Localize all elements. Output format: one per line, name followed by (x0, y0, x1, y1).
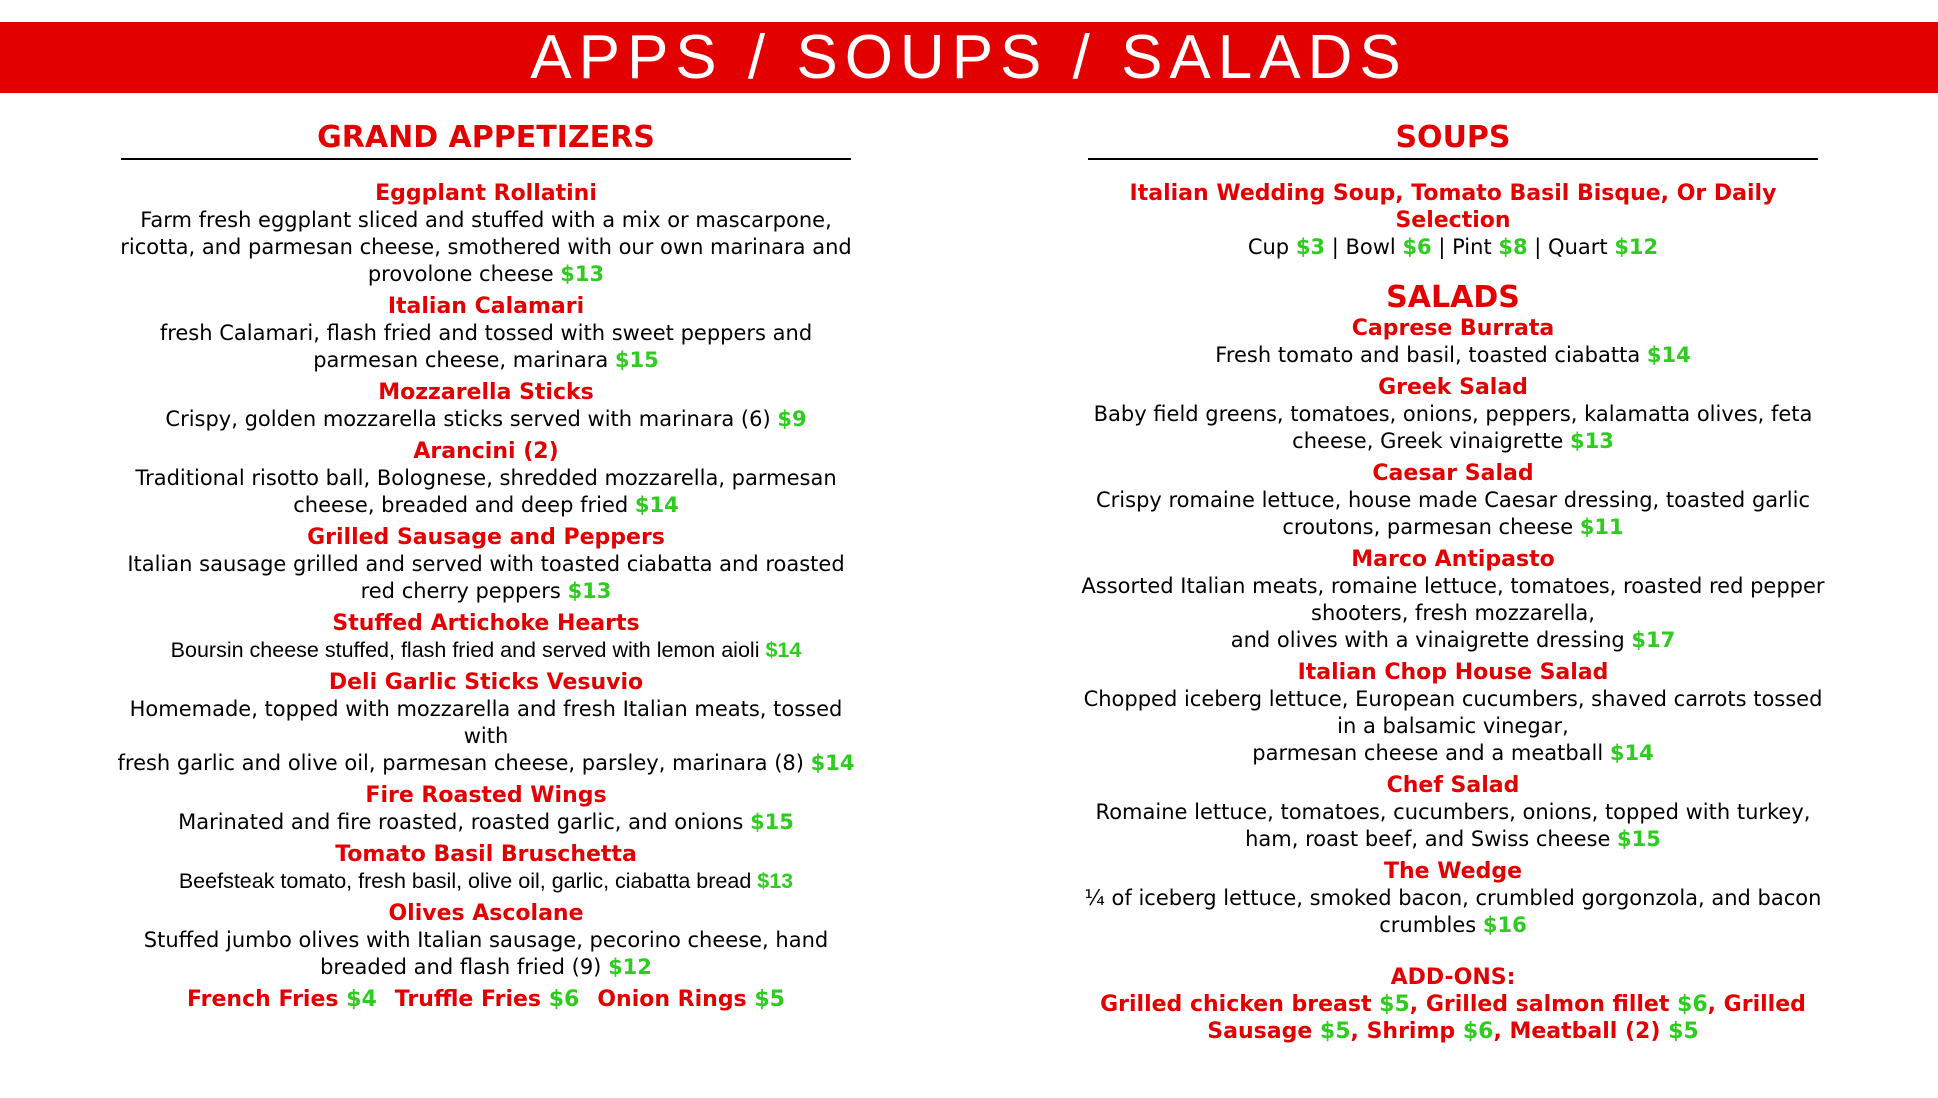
menu-item-description (108, 406, 864, 433)
description-line: and olives with a vinaigrette dressing $17 (1230, 628, 1676, 652)
addon-name: Grilled chicken breast (1100, 992, 1380, 1017)
menu-item (1047, 659, 1859, 767)
price: $13 (567, 579, 612, 603)
menu-item-description (1047, 342, 1859, 369)
description-line: provolone cheese $13 (367, 262, 605, 286)
price: $17 (1631, 628, 1676, 652)
menu-item-description (108, 207, 864, 288)
menu-item-description (1047, 401, 1859, 455)
sides-line (108, 986, 864, 1013)
menu-item-name: Stuffed Artichoke Hearts (332, 611, 640, 636)
menu-item-name: Eggplant Rollatini (375, 181, 597, 206)
price: $5 (754, 987, 785, 1012)
menu-item-name: Italian Chop House Salad (1297, 660, 1609, 685)
menu-item-description (108, 320, 864, 374)
menu-item-name: Tomato Basil Bruschetta (335, 842, 637, 867)
description-line: Crispy, golden mozzarella sticks served with marinara (6) $9 (165, 407, 807, 431)
menu-item (1047, 858, 1859, 939)
price: $5 (1379, 992, 1410, 1017)
salads-list (1047, 315, 1859, 939)
price: $14 (1646, 343, 1691, 367)
description-line: shooters, fresh mozzarella, (1311, 601, 1595, 625)
price: $8 (1498, 235, 1528, 259)
description-line: Crispy romaine lettuce, house made Caesar dressing, toasted garlic (1096, 488, 1810, 512)
price: $13 (560, 262, 605, 286)
menu-item-description (1047, 573, 1859, 654)
description-line: fresh garlic and olive oil, parmesan cheese, parsley, marinara (8) $14 (117, 751, 855, 775)
menu-item (108, 900, 864, 981)
menu-item-name: Chef Salad (1386, 773, 1520, 798)
menu-item (108, 293, 864, 374)
size-label: Cup (1247, 235, 1296, 259)
menu-item-description (1047, 686, 1859, 767)
price: $11 (1579, 515, 1624, 539)
menu-item-name: Greek Salad (1378, 375, 1528, 400)
description-line: Farm fresh eggplant sliced and stuffed with a mix or mascarpone, (140, 208, 832, 232)
price: $5 (1319, 1019, 1351, 1044)
addons-title: ADD-ONS: (1390, 965, 1516, 990)
menu-item (108, 782, 864, 836)
description-line: ham, roast beef, and Swiss cheese $15 (1245, 827, 1661, 851)
description-line: Assorted Italian meats, romaine lettuce, tomatoes, roasted red pepper (1081, 574, 1825, 598)
description-line: Baby field greens, tomatoes, onions, peppers, kalamatta olives, feta (1093, 402, 1813, 426)
salads-title: SALADS (1386, 280, 1520, 315)
description-line: Stuffed jumbo olives with Italian sausage, pecorino cheese, hand (143, 928, 829, 952)
soup-name: Italian Wedding Soup, Tomato Basil Bisque, Or Daily Selection (1129, 181, 1777, 233)
menu-item-description (108, 637, 864, 664)
menu-item (1047, 772, 1859, 853)
price: $5 (1668, 1019, 1699, 1044)
menu-item-name: Caprese Burrata (1351, 316, 1555, 341)
description-line: parmesan cheese and a meatball $14 (1252, 741, 1654, 765)
page-title: APPS / SOUPS / SALADS (530, 23, 1408, 92)
price: $15 (614, 348, 659, 372)
price: $3 (1295, 235, 1326, 259)
description-line: Fresh tomato and basil, toasted ciabatta $14 (1215, 343, 1691, 367)
page-banner (0, 22, 1938, 93)
description-line: in a balsamic vinegar, (1337, 714, 1569, 738)
menu-item-description (108, 551, 864, 605)
description-line: cheese, Greek vinaigrette $13 (1292, 429, 1614, 453)
addon-name: Meatball (2) (1509, 1019, 1669, 1044)
addon-name: Shrimp (1366, 1019, 1463, 1044)
menu-item-name: Marco Antipasto (1351, 547, 1555, 572)
menu-item-name: Grilled Sausage and Peppers (307, 525, 665, 550)
description-line: croutons, parmesan cheese $11 (1282, 515, 1624, 539)
menu-item-name: Mozzarella Sticks (378, 380, 594, 405)
menu-item (1047, 374, 1859, 455)
menu-item-name: Deli Garlic Sticks Vesuvio (328, 670, 644, 695)
description-line: parmesan cheese, marinara $15 (313, 348, 659, 372)
addon-name: Grilled Sausage (1207, 992, 1806, 1044)
menu-item-description (1047, 487, 1859, 541)
price: $15 (750, 810, 794, 834)
side-name: French Fries (187, 987, 347, 1012)
description-line: crumbles $16 (1379, 913, 1527, 937)
description-line: Marinated and fire roasted, roasted garlic, and onions $15 (178, 810, 794, 834)
menu-item (108, 610, 864, 664)
menu-item (108, 438, 864, 519)
price: $6 (1462, 1019, 1494, 1044)
description-line: cheese, breaded and deep fried $14 (293, 493, 679, 517)
appetizers-title: GRAND APPETIZERS (317, 120, 655, 155)
menu-item-name: Italian Calamari (387, 294, 585, 319)
price: $14 (765, 638, 802, 662)
description-line: Traditional risotto ball, Bolognese, shredded mozzarella, parmesan (135, 466, 837, 490)
description-line: Boursin cheese stuffed, flash fried and served with lemon aioli $14 (170, 638, 802, 662)
menu-item-description (108, 696, 864, 777)
size-label: Quart (1548, 235, 1615, 259)
menu-item-name: Fire Roasted Wings (365, 783, 607, 808)
appetizers-section (108, 118, 864, 1013)
soups-salads-section (1047, 118, 1859, 1045)
description-line: Homemade, topped with mozzarella and fresh Italian meats, tossed with (129, 697, 843, 748)
menu-item (1047, 546, 1859, 654)
description-line: fresh Calamari, flash fried and tossed with sweet peppers and (159, 321, 813, 345)
menu-item (108, 669, 864, 777)
description-line: Romaine lettuce, tomatoes, cucumbers, onions, topped with turkey, (1095, 800, 1811, 824)
description-line: Beefsteak tomato, fresh basil, olive oil, garlic, ciabatta bread $13 (178, 869, 794, 893)
menu-item (108, 379, 864, 433)
size-label: Pint (1452, 235, 1499, 259)
price: $12 (608, 955, 652, 979)
menu-item-description (108, 868, 864, 895)
menu-item-name: Arancini (2) (413, 439, 559, 464)
soups-title: SOUPS (1395, 120, 1511, 155)
price: $13 (757, 869, 794, 893)
menu-item (1047, 315, 1859, 369)
menu-item-description (1047, 799, 1859, 853)
menu-item-description (108, 927, 864, 981)
menu-item (108, 524, 864, 605)
price: $14 (1609, 741, 1654, 765)
price: $12 (1614, 235, 1659, 259)
price: $6 (1677, 992, 1708, 1017)
description-line: breaded and flash fried (9) $12 (320, 955, 652, 979)
description-line: ¼ of iceberg lettuce, smoked bacon, crumbled gorgonzola, and bacon (1084, 886, 1822, 910)
menu-item-description (108, 465, 864, 519)
addon-name: Grilled salmon fillet (1425, 992, 1678, 1017)
soup-item (1047, 180, 1859, 261)
addons-line: Grilled chicken breast $5, Grilled salmon fillet $6, Grilled Sausage $5, Shrimp $6, Meatball (2) $5 (1100, 992, 1806, 1044)
price: $16 (1482, 913, 1527, 937)
price: $6 (1402, 235, 1432, 259)
side-name: Onion Rings (597, 987, 755, 1012)
menu-item-name: The Wedge (1383, 859, 1523, 884)
menu-item-name: Olives Ascolane (388, 901, 584, 926)
description-line: red cherry peppers $13 (360, 579, 612, 603)
menu-item-name: Caesar Salad (1372, 461, 1534, 486)
menu-item (108, 180, 864, 288)
description-line: Chopped iceberg lettuce, European cucumbers, shaved carrots tossed (1083, 687, 1823, 711)
size-label: Bowl (1345, 235, 1403, 259)
price: $14 (634, 493, 679, 517)
price: $9 (777, 407, 807, 431)
description-line: ricotta, and parmesan cheese, smothered with our own marinara and (120, 235, 852, 259)
side-name: Truffle Fries (394, 987, 549, 1012)
soup-sizes: Cup $3 | Bowl $6 | Pint $8 | Quart $12 (1247, 235, 1659, 259)
price: $4 (346, 987, 377, 1012)
menu-item (1047, 460, 1859, 541)
menu-item (108, 841, 864, 895)
price: $13 (1569, 429, 1614, 453)
price: $14 (810, 751, 855, 775)
menu-item-description (1047, 885, 1859, 939)
description-line: Italian sausage grilled and served with toasted ciabatta and roasted (127, 552, 845, 576)
appetizers-list (108, 180, 864, 981)
price: $6 (548, 987, 580, 1012)
price: $15 (1617, 827, 1661, 851)
menu-item-description (108, 809, 864, 836)
